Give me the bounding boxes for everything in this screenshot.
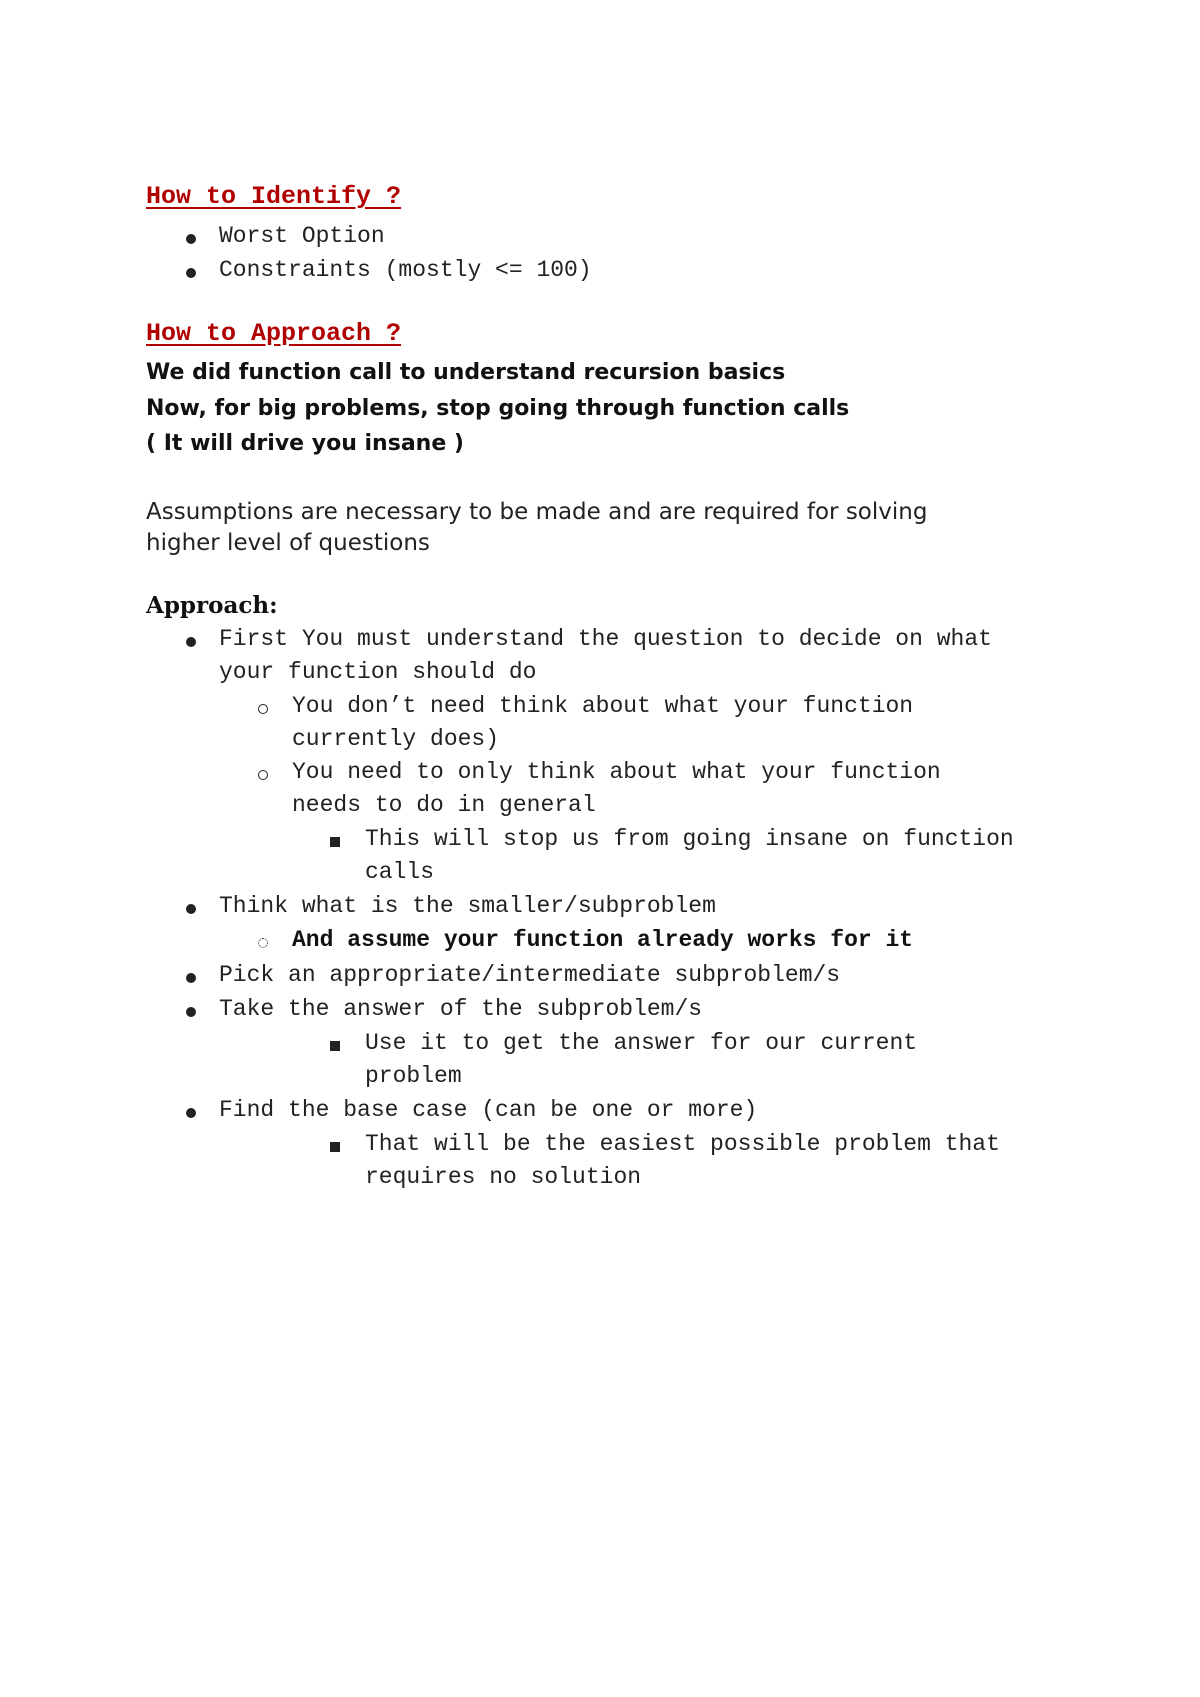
bullet-disc-icon — [186, 234, 196, 244]
approach-item-4: Take the answer of the subproblem/s — [219, 996, 703, 1022]
identify-item-2: Constraints (mostly <= 100) — [219, 257, 592, 283]
approach-label: Approach: — [146, 592, 278, 619]
approach-item-1-sub-1-line-1: You don’t need think about what your function — [292, 693, 914, 719]
approach-item-3: Pick an appropriate/intermediate subproblem/s — [219, 962, 841, 988]
approach-item-5: Find the base case (can be one or more) — [219, 1097, 758, 1123]
approach-item-1-sub-1-line-2: currently does) — [292, 726, 500, 752]
approach-item-5-child-line-1: That will be the easiest possible problem that — [365, 1131, 1000, 1157]
bullet-disc-icon — [186, 637, 196, 647]
bullet-square-icon — [330, 1142, 340, 1152]
bullet-circle-icon — [258, 770, 268, 780]
bullet-disc-icon — [186, 973, 196, 983]
approach-item-1-sub-2-child-line-1: This will stop us from going insane on function — [365, 826, 1014, 852]
approach-item-5-child-line-2: requires no solution — [365, 1164, 642, 1190]
bullet-disc-icon — [186, 1108, 196, 1118]
bullet-circle-icon — [258, 704, 268, 714]
approach-bold-line-3: ( It will drive you insane ) — [146, 431, 464, 456]
approach-item-1-sub-2-line-1: You need to only think about what your function — [292, 759, 941, 785]
identify-item-1: Worst Option — [219, 223, 385, 249]
assumption-line-1: Assumptions are necessary to be made and are required for solving — [146, 499, 928, 525]
bullet-disc-icon — [186, 904, 196, 914]
bullet-dotted-circle-icon — [258, 938, 268, 948]
approach-item-1-line-2: your function should do — [219, 659, 537, 685]
approach-item-2: Think what is the smaller/subproblem — [219, 893, 716, 919]
approach-item-4-child-line-1: Use it to get the answer for our current — [365, 1030, 918, 1056]
approach-bold-line-2: Now, for big problems, stop going through function calls — [146, 396, 850, 421]
approach-item-1-line-1: First You must understand the question to decide on what — [219, 626, 992, 652]
approach-item-4-child-line-2: problem — [365, 1063, 462, 1089]
approach-bold-line-1: We did function call to understand recursion basics — [146, 360, 786, 385]
identify-heading: How to Identify ? — [146, 182, 402, 211]
bullet-square-icon — [330, 1041, 340, 1051]
bullet-square-icon — [330, 837, 340, 847]
bullet-disc-icon — [186, 268, 196, 278]
bullet-disc-icon — [186, 1007, 196, 1017]
assumption-line-2: higher level of questions — [146, 530, 430, 556]
approach-item-1-sub-2-child-line-2: calls — [365, 859, 435, 885]
approach-item-2-sub: And assume your function already works for it — [292, 927, 914, 953]
approach-heading: How to Approach ? — [146, 319, 402, 348]
approach-item-1-sub-2-line-2: needs to do in general — [292, 792, 596, 818]
